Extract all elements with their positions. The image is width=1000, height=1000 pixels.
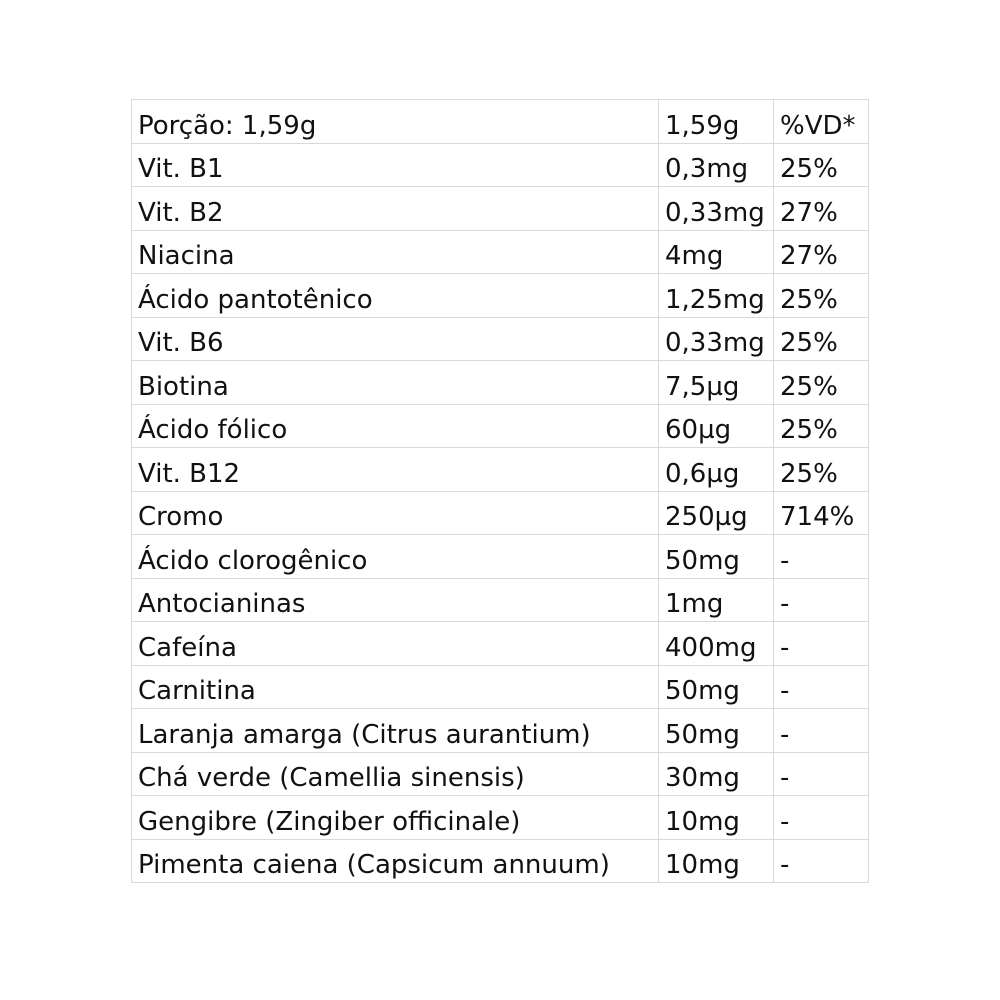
nutrient-daily-value-cell: - [774, 622, 869, 666]
nutrient-amount-cell: 0,6µg [659, 448, 774, 492]
nutrient-name-cell: Vit. B6 [132, 317, 659, 361]
nutrient-amount-cell: 1mg [659, 578, 774, 622]
table-row [132, 665, 869, 709]
nutrient-amount-cell: 50mg [659, 665, 774, 709]
nutrient-amount-cell: 0,33mg [659, 187, 774, 231]
nutrient-daily-value-cell: 25% [774, 448, 869, 492]
nutrient-amount-cell: 30mg [659, 752, 774, 796]
nutrient-name-cell: Gengibre (Zingiber officinale) [132, 796, 659, 840]
table-row [132, 491, 869, 535]
nutrient-name-cell: Antocianinas [132, 578, 659, 622]
nutrient-daily-value-cell: 25% [774, 317, 869, 361]
table-header-row [132, 100, 869, 144]
nutrient-amount-cell: 50mg [659, 709, 774, 753]
nutrient-name-cell: Vit. B12 [132, 448, 659, 492]
table-row [132, 622, 869, 666]
nutrient-amount-cell: 0,3mg [659, 143, 774, 187]
nutrient-amount-cell: 50mg [659, 535, 774, 579]
nutrient-daily-value-cell: 714% [774, 491, 869, 535]
nutrient-daily-value-cell: - [774, 665, 869, 709]
serving-amount-cell: 1,59g [659, 100, 774, 144]
nutrient-daily-value-cell: 25% [774, 143, 869, 187]
serving-size-cell: Porção: 1,59g [132, 100, 659, 144]
nutrient-daily-value-cell: 25% [774, 361, 869, 405]
nutrient-amount-cell: 60µg [659, 404, 774, 448]
nutrient-name-cell: Cromo [132, 491, 659, 535]
table-row [132, 448, 869, 492]
table-row [132, 187, 869, 231]
nutrient-name-cell: Niacina [132, 230, 659, 274]
nutrient-daily-value-cell: 27% [774, 230, 869, 274]
table-row [132, 578, 869, 622]
table-row [132, 404, 869, 448]
nutrient-name-cell: Chá verde (Camellia sinensis) [132, 752, 659, 796]
nutrient-amount-cell: 1,25mg [659, 274, 774, 318]
nutrient-daily-value-cell: 25% [774, 274, 869, 318]
nutrient-amount-cell: 400mg [659, 622, 774, 666]
nutrient-daily-value-cell: - [774, 535, 869, 579]
nutrient-amount-cell: 10mg [659, 839, 774, 883]
table-body [132, 100, 869, 883]
nutrient-name-cell: Ácido pantotênico [132, 274, 659, 318]
table-row [132, 709, 869, 753]
nutrient-daily-value-cell: - [774, 839, 869, 883]
nutrient-daily-value-cell: - [774, 796, 869, 840]
nutrient-name-cell: Biotina [132, 361, 659, 405]
nutrient-name-cell: Ácido fólico [132, 404, 659, 448]
table-row [132, 230, 869, 274]
nutrient-name-cell: Pimenta caiena (Capsicum annuum) [132, 839, 659, 883]
nutrient-daily-value-cell: - [774, 752, 869, 796]
daily-value-header-cell: %VD* [774, 100, 869, 144]
table-row [132, 752, 869, 796]
nutrient-name-cell: Vit. B1 [132, 143, 659, 187]
nutrient-name-cell: Cafeína [132, 622, 659, 666]
table-row [132, 535, 869, 579]
nutrient-daily-value-cell: 25% [774, 404, 869, 448]
nutrient-daily-value-cell: - [774, 578, 869, 622]
nutrient-name-cell: Vit. B2 [132, 187, 659, 231]
nutrition-facts-table [131, 99, 869, 883]
nutrient-amount-cell: 7,5µg [659, 361, 774, 405]
nutrient-name-cell: Carnitina [132, 665, 659, 709]
nutrient-name-cell: Ácido clorogênico [132, 535, 659, 579]
nutrient-name-cell: Laranja amarga (Citrus aurantium) [132, 709, 659, 753]
table-row [132, 839, 869, 883]
nutrient-amount-cell: 250µg [659, 491, 774, 535]
table-row [132, 796, 869, 840]
table-row [132, 143, 869, 187]
nutrient-amount-cell: 0,33mg [659, 317, 774, 361]
nutrient-daily-value-cell: - [774, 709, 869, 753]
nutrient-amount-cell: 4mg [659, 230, 774, 274]
table-row [132, 274, 869, 318]
table-row [132, 317, 869, 361]
nutrient-daily-value-cell: 27% [774, 187, 869, 231]
table-row [132, 361, 869, 405]
nutrient-amount-cell: 10mg [659, 796, 774, 840]
